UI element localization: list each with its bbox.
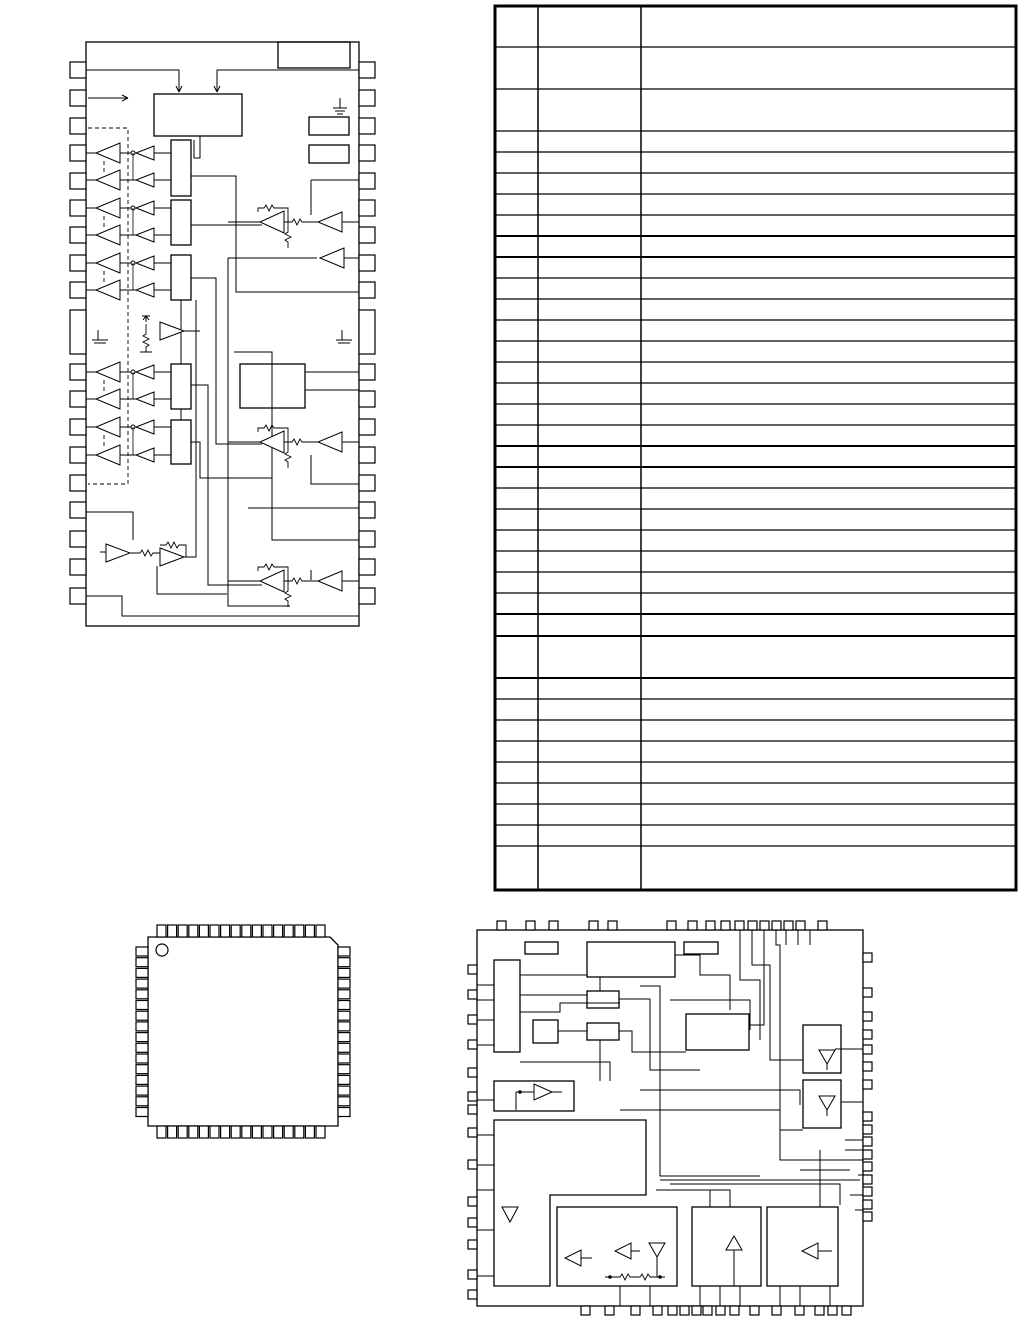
- bd2-opamp-4: [502, 1207, 518, 1222]
- bd2-small-block: [533, 1020, 558, 1043]
- buffer-amp-3: [96, 198, 120, 218]
- right-pin-9: [359, 282, 375, 298]
- pkg-top-pin-1: [157, 925, 166, 937]
- bd2-right-pin-10: [863, 1137, 872, 1146]
- pkg-bottom-pin-7: [221, 1126, 230, 1138]
- pkg-top-pin-3: [178, 925, 187, 937]
- right-pin-11: [359, 391, 375, 407]
- pkg-left-pin-11: [136, 1054, 148, 1063]
- right-pin-2: [359, 90, 375, 106]
- buffer-amp-7: [96, 362, 120, 382]
- pkg-bottom-pin-2: [168, 1126, 177, 1138]
- table-rows: [495, 47, 1016, 846]
- right-pin-18: [359, 588, 375, 604]
- pkg-bottom-pin-8: [231, 1126, 240, 1138]
- bd2-bottom-pin-14: [815, 1306, 824, 1315]
- output-opamp-1: [260, 211, 284, 233]
- bd2-top-pin-1: [497, 921, 506, 930]
- pkg-left-pin-3: [136, 968, 148, 977]
- left-pin-column: [70, 62, 86, 604]
- bd2-bottom-pin-16: [842, 1306, 851, 1315]
- pre-amp-2: [136, 173, 154, 187]
- pkg-top-pin-13: [284, 925, 293, 937]
- pre-amp-5: [136, 256, 154, 270]
- bd2-top-block-a: [525, 942, 558, 954]
- corner-label-box: [278, 42, 350, 68]
- bd2-left-pin-11: [468, 1218, 477, 1227]
- bd2-top-pin-14: [784, 921, 793, 930]
- bd2-top-pin-6: [667, 921, 676, 930]
- pre-amp-10: [136, 448, 154, 462]
- bd2-left-pin-13: [468, 1270, 477, 1279]
- bd2-right-pin-15: [863, 1200, 872, 1209]
- left-pin-17: [70, 559, 86, 575]
- right-pin-column: [359, 62, 375, 604]
- ground-symbol-right: [336, 330, 352, 343]
- pkg-right-pin-2: [338, 958, 350, 967]
- bd2-opamp-5: [565, 1250, 581, 1266]
- pkg-right-pin-4: [338, 979, 350, 988]
- pkg-right-pin-11: [338, 1054, 350, 1063]
- bd2-right-pin-6: [863, 1062, 872, 1071]
- left-pin-14: [70, 475, 86, 491]
- bd2-mid-block-a: [587, 991, 619, 1008]
- pre-amp-9: [136, 420, 154, 434]
- buffer-amp-4: [96, 225, 120, 245]
- pkg-left-pin-13: [136, 1075, 148, 1084]
- bd2-right-pin-1: [863, 953, 872, 962]
- right-pin-16: [359, 531, 375, 547]
- output-buffer-2: [318, 432, 342, 452]
- table-frame: [495, 6, 1016, 890]
- bd2-large-block: [494, 1120, 646, 1286]
- bd2-bottom-pin-11: [750, 1306, 759, 1315]
- buffer-amp-2: [96, 170, 120, 190]
- bd2-left-block: [494, 960, 520, 1052]
- pkg-top-pin-16: [316, 925, 325, 937]
- bd2-left-pin-4: [468, 1040, 477, 1049]
- bd2-left-pin-12: [468, 1240, 477, 1249]
- pre-amp-3: [136, 201, 154, 215]
- bd2-top-pin-3: [549, 921, 558, 930]
- bd2-right-pin-2: [863, 988, 872, 997]
- bd2-bottom-pin-4: [653, 1306, 662, 1315]
- bd2-left-pin-3: [468, 1015, 477, 1024]
- bd2-top-pin-5: [608, 921, 617, 930]
- pkg-left-pin-10: [136, 1043, 148, 1052]
- pkg-bottom-pin-9: [242, 1126, 251, 1138]
- bd2-opamp-2: [819, 1050, 835, 1064]
- bottom-mix-amp: [160, 548, 184, 566]
- output-buffer-3: [318, 571, 342, 591]
- pkg-top-pin-12: [274, 925, 283, 937]
- pkg-left-pin-5: [136, 990, 148, 999]
- output-stages: [228, 205, 359, 607]
- pkg-right-pin-15: [338, 1097, 350, 1106]
- bd2-top-block-c: [684, 942, 718, 954]
- switch-block-2: [171, 200, 191, 245]
- switch-block-4: [171, 364, 191, 409]
- right-pin-wide: [359, 310, 375, 354]
- switch-block-3: [171, 255, 191, 300]
- right-pin-12: [359, 419, 375, 435]
- left-pin-7: [70, 227, 86, 243]
- pkg-right-pin-16: [338, 1108, 350, 1117]
- pkg-bottom-pin-14: [295, 1126, 304, 1138]
- buffer-amp-9: [96, 417, 120, 437]
- bd2-top-pin-4: [589, 921, 598, 930]
- left-pin-3: [70, 118, 86, 134]
- bd2-left-pin-7: [468, 1105, 477, 1114]
- pkg-left-pin-9: [136, 1033, 148, 1042]
- right-pin-17: [359, 559, 375, 575]
- left-pin-10: [70, 364, 86, 380]
- right-pin-10: [359, 364, 375, 380]
- left-pin-13: [70, 447, 86, 463]
- pkg-bottom-pin-11: [263, 1126, 272, 1138]
- pkg-left-pin-1: [136, 947, 148, 956]
- bd2-opamp-6: [615, 1243, 631, 1259]
- left-pin-4: [70, 145, 86, 161]
- block-diagram-2: [468, 921, 872, 1315]
- bd2-bottom-pin-5: [668, 1306, 677, 1315]
- bd2-top-pin-12: [760, 921, 769, 930]
- bd2-right-pin-13: [863, 1175, 872, 1184]
- pkg-bottom-pin-1: [157, 1126, 166, 1138]
- pkg-bottom-pin-12: [274, 1126, 283, 1138]
- pre-amp-7: [136, 365, 154, 379]
- right-pin-15: [359, 502, 375, 518]
- pkg-top-pin-8: [231, 925, 240, 937]
- input-buffer-amps: [86, 143, 171, 465]
- pkg-right-pin-1: [338, 947, 350, 956]
- bd2-top-pin-11: [748, 921, 757, 930]
- left-pin-11: [70, 391, 86, 407]
- bd2-top-pin-10: [735, 921, 744, 930]
- bd2-top-block-b: [587, 942, 675, 977]
- bd2-top-pin-7: [688, 921, 697, 930]
- bd2-top-pin-8: [706, 921, 715, 930]
- right-pin-8: [359, 255, 375, 271]
- pkg-left-pin-2: [136, 958, 148, 967]
- bd2-bottom-block-c: [767, 1207, 838, 1286]
- pkg-top-pin-14: [295, 925, 304, 937]
- pin-description-table: [495, 6, 1016, 890]
- pkg-right-pin-12: [338, 1065, 350, 1074]
- pin1-marker: [156, 944, 168, 956]
- pkg-top-pin-4: [189, 925, 198, 937]
- pkg-bottom-pin-3: [178, 1126, 187, 1138]
- pkg-bottom-pin-16: [316, 1126, 325, 1138]
- pkg-right-pin-8: [338, 1022, 350, 1031]
- pre-amp-1: [136, 146, 154, 160]
- pkg-bottom-pin-4: [189, 1126, 198, 1138]
- bd2-right-pin-4: [863, 1030, 872, 1039]
- bd2-bottom-pin-9: [716, 1306, 725, 1315]
- buffer-amp-1: [96, 143, 120, 163]
- register-block-b: [309, 145, 349, 163]
- bd2-left-pin-6: [468, 1092, 477, 1101]
- bd2-left-pin-9: [468, 1160, 477, 1169]
- bd2-bottom-pin-2: [605, 1306, 614, 1315]
- ground-symbol-left: [92, 330, 108, 343]
- package-body: [148, 937, 338, 1126]
- right-pin-6: [359, 200, 375, 216]
- pkg-top-pin-2: [168, 925, 177, 937]
- right-pin-5: [359, 173, 375, 189]
- buffer-amp-8: [96, 389, 120, 409]
- bd2-opamps: [502, 1049, 841, 1286]
- ground-symbol: [333, 98, 347, 114]
- pkg-right-pin-14: [338, 1086, 350, 1095]
- right-pin-1: [359, 62, 375, 78]
- bd2-left-pin-8: [468, 1128, 477, 1137]
- bd2-opamp-8: [726, 1236, 742, 1250]
- right-pin-3: [359, 118, 375, 134]
- buffer-amp-6: [96, 280, 120, 300]
- bd2-left-pin-14: [468, 1290, 477, 1299]
- package-pins: [136, 925, 350, 1138]
- pkg-left-pin-8: [136, 1022, 148, 1031]
- left-pin-15: [70, 502, 86, 518]
- pkg-top-pin-10: [252, 925, 261, 937]
- pkg-right-pin-3: [338, 968, 350, 977]
- bd2-opamp-3: [819, 1096, 835, 1110]
- left-pin-1: [70, 62, 86, 78]
- right-pin-4: [359, 145, 375, 161]
- output-opamp-3: [260, 570, 284, 592]
- bd2-bottom-pin-8: [703, 1306, 712, 1315]
- pkg-right-pin-9: [338, 1033, 350, 1042]
- bd2-right-pin-12: [863, 1162, 872, 1171]
- pkg-right-pin-13: [338, 1075, 350, 1084]
- switch-block-1: [171, 140, 191, 196]
- pkg-right-pin-7: [338, 1011, 350, 1020]
- bd2-top-pin-15: [796, 921, 805, 930]
- block-diagram-1: [70, 42, 375, 626]
- pkg-left-pin-7: [136, 1011, 148, 1020]
- pkg-right-pin-6: [338, 1001, 350, 1010]
- bd2-bottom-pin-7: [692, 1306, 701, 1315]
- pkg-top-pin-9: [242, 925, 251, 937]
- bd2-mid-block-b: [587, 1023, 619, 1040]
- pkg-left-pin-6: [136, 1001, 148, 1010]
- bd2-left-pin-5: [468, 1068, 477, 1077]
- bd2-bottom-pin-13: [795, 1306, 804, 1315]
- bd2-top-pin-13: [772, 921, 781, 930]
- pre-amp-6: [136, 283, 154, 297]
- pkg-top-pin-11: [263, 925, 272, 937]
- pkg-top-pin-6: [210, 925, 219, 937]
- ic-outline-1: [86, 42, 359, 626]
- right-pin-7: [359, 227, 375, 243]
- output-buffer-1: [318, 212, 342, 232]
- bd2-left-pin-2: [468, 990, 477, 999]
- buffer-amp-5: [96, 253, 120, 273]
- bd2-bottom-pin-6: [680, 1306, 689, 1315]
- pre-amp-8: [136, 392, 154, 406]
- reference-opamp: [160, 322, 184, 340]
- bd2-bottom-pin-15: [828, 1306, 837, 1315]
- switch-block-5: [171, 420, 191, 464]
- pkg-bottom-pin-10: [252, 1126, 261, 1138]
- right-pin-14: [359, 475, 375, 491]
- bd2-top-pin-16: [818, 921, 827, 930]
- left-pin-8: [70, 255, 86, 271]
- package-outline: [136, 925, 350, 1138]
- bd2-right-pin-8: [863, 1112, 872, 1121]
- bd2-bottom-pin-12: [772, 1306, 781, 1315]
- bd2-right-pin-3: [863, 1012, 872, 1021]
- bottom-input-amp: [106, 544, 130, 562]
- bd2-right-pin-7: [863, 1080, 872, 1089]
- bd2-left-pin-10: [468, 1197, 477, 1206]
- bd2-right-pin-11: [863, 1150, 872, 1159]
- bd2-right-pin-14: [863, 1187, 872, 1196]
- bd2-processing-block: [686, 1014, 749, 1050]
- pkg-left-pin-12: [136, 1065, 148, 1074]
- pkg-left-pin-4: [136, 979, 148, 988]
- pkg-bottom-pin-13: [284, 1126, 293, 1138]
- pkg-right-pin-10: [338, 1043, 350, 1052]
- pkg-top-pin-5: [199, 925, 208, 937]
- bd2-bottom-block-b: [692, 1207, 761, 1286]
- control-block: [154, 94, 242, 136]
- left-pin-2: [70, 90, 86, 106]
- left-pin-12: [70, 419, 86, 435]
- bd2-right-pin-9: [863, 1125, 872, 1134]
- bd2-top-pin-2: [526, 921, 535, 930]
- bd2-bottom-pin-1: [581, 1306, 590, 1315]
- bd2-bottom-pin-3: [631, 1306, 640, 1315]
- right-pin-13: [359, 447, 375, 463]
- left-pin-wide: [70, 310, 86, 354]
- bd2-right-pin-5: [863, 1045, 872, 1054]
- bd2-opamp-1: [534, 1084, 552, 1100]
- pkg-bottom-pin-15: [305, 1126, 314, 1138]
- pkg-left-pin-16: [136, 1108, 148, 1117]
- bd2-bottom-pin-10: [730, 1306, 739, 1315]
- pkg-left-pin-15: [136, 1097, 148, 1106]
- bd2-right-pin-16: [863, 1212, 872, 1221]
- bd2-right-block-b: [803, 1080, 841, 1128]
- bd2-opamp-9: [802, 1243, 818, 1259]
- left-pin-5: [70, 173, 86, 189]
- pkg-top-pin-7: [221, 925, 230, 937]
- pkg-bottom-pin-5: [199, 1126, 208, 1138]
- left-pin-6: [70, 200, 86, 216]
- pkg-bottom-pin-6: [210, 1126, 219, 1138]
- buffer-amp-10: [96, 445, 120, 465]
- pkg-right-pin-5: [338, 990, 350, 999]
- bd2-opamp-7: [649, 1243, 665, 1257]
- bd2-left-pin-1: [468, 965, 477, 974]
- left-pin-9: [70, 282, 86, 298]
- left-pin-16: [70, 531, 86, 547]
- bd2-top-pin-9: [721, 921, 730, 930]
- left-pin-18: [70, 588, 86, 604]
- register-block-a: [309, 117, 349, 135]
- feedback-opamp: [320, 248, 344, 268]
- pre-amp-4: [136, 228, 154, 242]
- pkg-top-pin-15: [305, 925, 314, 937]
- pkg-left-pin-14: [136, 1086, 148, 1095]
